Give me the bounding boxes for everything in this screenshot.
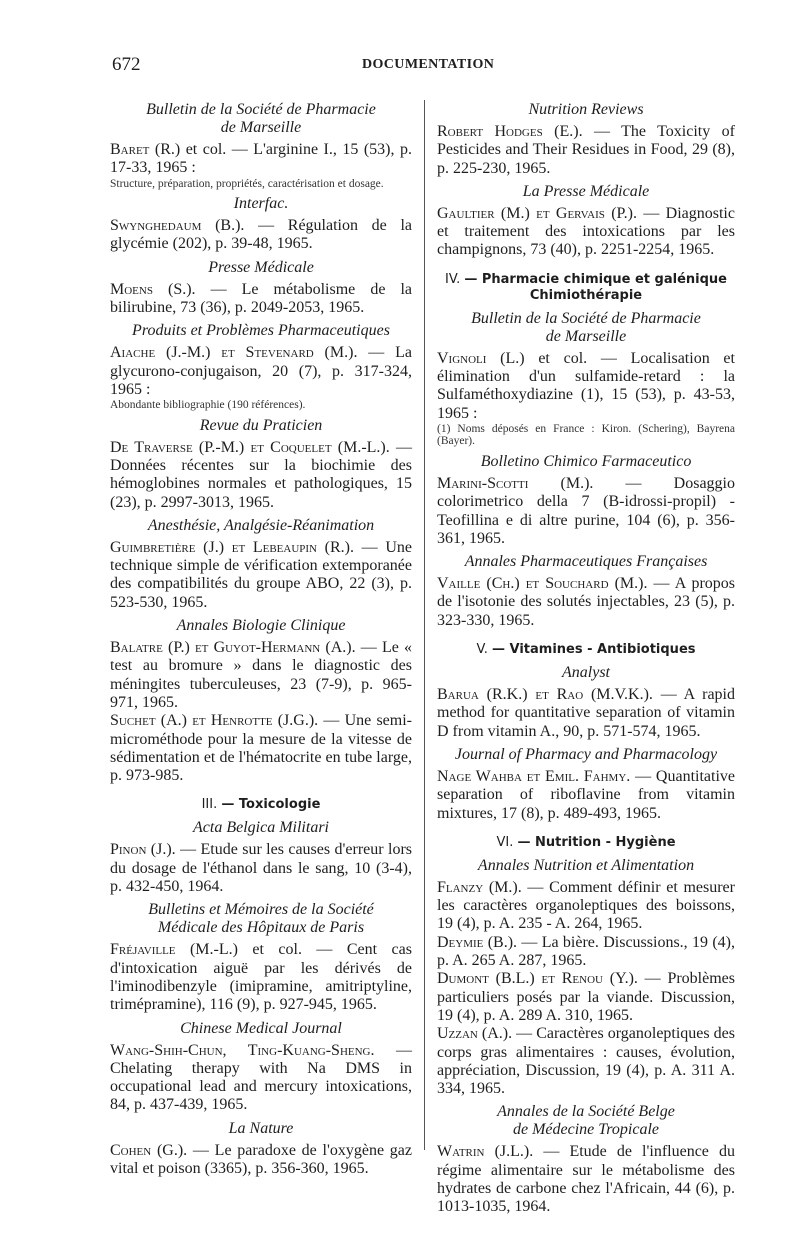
section-heading [437,272,735,304]
bibliography-entry [110,1142,412,1179]
section-heading [110,797,412,813]
journal-title: Bulletins et Mémoires de la Société Médicale des Hôpitaux de Paris [148,901,374,937]
entry-citation: — Etude de l'influence du régime alimentaire sur le métabolisme des hydrates de carbone chez l'Africain, 44 (6), p. 1013-1035, 1964. [437,1143,735,1216]
entry-citation: — Etude sur les causes d'erreur lors du dosage de l'éthanol dans le sang, 10 (3-4), p. 432-450, 1964. [110,841,412,896]
entry-citation: — Régulation de la glycémie (202), p. 39-48, 1965. [110,217,413,253]
entry-authors: Wang-Shih-Chun, Ting-Kuang-Sheng. [110,1041,375,1059]
entry-authors: Cohen (G.). [110,1141,188,1159]
bibliography-entry [110,281,412,318]
section-number: VI. [496,834,518,850]
journal-title: Chinese Medical Journal [180,1019,342,1037]
journal-title: Produits et Problèmes Pharmaceutiques [132,322,390,340]
section-title: — Toxicologie [221,797,321,813]
entry-citation: et col. — Localisation et élimination d'un sulfamide-retard : la Sulfaméthoxydiazine (1), 15 (53), p. 43-53, 1965 : [437,349,735,422]
right-column [437,96,735,1217]
section-title: — Vitamines - Antibiotiques [491,642,696,658]
entry-authors: Vaille (Ch.) et Souchard (M.). [437,575,648,593]
bibliography-entry [110,439,412,512]
entry-authors: Deymie (B.). [437,933,518,951]
bibliography-entry [437,879,735,934]
entry-citation: — Le « test au bromure » dans le diagnostic des méningites tuberculeuses, 23 (7-9), p. 965-971, 1965. [110,639,412,711]
entry-authors: De Traverse (P.-M.) et Coquelet (M.-L.). [110,438,390,456]
entry-citation: — Problèmes particuliers posés par la viande. Discussion, 19 (4), p. A. 289 A. 310, 1965. [437,970,735,1024]
entry-authors: Baret (R.) [110,141,181,158]
entry-citation: et col. — L'arginine I., 15 (53), p. 17-33, 1965 : [110,141,412,177]
journal-title: La Nature [228,1119,294,1137]
journal-title: Anesthésie, Analgésie-Réanimation [147,516,375,534]
journal-title: Revue du Praticien [199,416,323,434]
entry-authors: Balatre (P.) et Guyot-Hermann (A.). [110,639,356,657]
entry-authors: Vignoli (L.) [437,349,525,367]
entry-authors: Dumont (B.L.) et Renou (Y.). [437,970,638,988]
section-heading [437,835,735,851]
bibliography-entry [110,141,412,178]
entry-authors: Pinon (J.). [110,841,176,859]
entry-citation: — Diagnostic et traitement des intoxications par les champignons, 73 (40), p. 2251-2254, 1965. [437,204,735,259]
bibliography-entry [437,970,735,1025]
section-number: V. [476,642,492,658]
journal-title: Annales Nutrition et Alimentation [477,856,695,874]
entry-citation: — Comment définir et mesurer les caractères organoleptiques des boissons, 19 (4), p. A. 235 - A. 264, 1965. [437,878,735,933]
entry-authors: Nage Wahba et Emil. Fahmy. [437,767,631,785]
entry-citation: — Une semi-microméthode pour la mesure de la vitesse de sédimentation et de l'hématocrite en tube large, p. 973-985. [110,712,412,785]
entry-authors: Watrin (J.L.). [437,1143,534,1161]
bibliography-entry [437,686,735,741]
page-number: 672 [112,54,141,75]
entry-authors: Robert Hodges (E.). [437,123,583,140]
bibliography-entry [110,841,412,896]
entry-citation: — La bière. Discussions., 19 (4), p. A. 265 A. 287, 1965. [437,933,735,970]
entry-note: Abondante bibliographie (190 références). [110,399,306,412]
running-header: DOCUMENTATION [362,57,495,72]
journal-title: Bolletino Chimico Farmaceutico [480,452,692,470]
bibliography-entry [110,217,412,254]
journal-title: Annales Biologie Clinique [176,617,346,635]
entry-citation: — Le paradoxe de l'oxygène gaz vital et poison (3365), p. 356-360, 1965. [110,1141,413,1177]
journal-title: Bulletin de la Société de Pharmacie de Marseille [146,101,376,136]
entry-citation: — A propos de l'isotonie des solutés injectables, 23 (5), p. 323-330, 1965. [437,575,735,629]
entry-authors: Marini-Scotti (M.). [437,474,594,492]
bibliography-entry [110,941,412,1014]
entry-citation: — A rapid method for quantitative separation of vitamin D from vitamin A., 90, p. 571-574, 1965. [437,686,736,740]
entry-note: (1) Noms déposés en France : Kiron. (Schering), Bayrena (Bayer). [437,422,735,448]
bibliography-entry [110,639,412,712]
bibliography-entry [437,934,735,971]
section-heading [437,642,735,658]
bibliography-entry [437,475,735,548]
journal-title: Analyst [562,664,610,682]
bibliography-entry [110,712,412,785]
bibliography-entry [437,575,735,630]
bibliography-entry [437,768,735,823]
entry-authors: Flanzy (M.). [437,878,522,896]
section-title: — Nutrition - Hygiène [517,834,676,850]
bibliography-entry [110,1042,412,1115]
bibliography-entry [437,123,735,178]
journal-title: Annales Pharmaceutiques Françaises [464,553,708,571]
bibliography-entry [437,350,735,423]
journal-title: Interfac. [233,195,289,213]
bibliography-entry [110,539,412,612]
section-number: III. [201,797,222,813]
entry-authors: Fréjaville (M.-L.) [110,941,238,959]
entry-note: Structure, préparation, propriétés, caractérisation et dosage. [110,177,384,190]
bibliography-entry [437,205,735,260]
entry-citation: et col. — Cent cas d'intoxication aiguë par les dérivés de l'iminodibenzyle (imipramine, amitriptyline, trimépramine), 116 (9), p. 927-945, 1965. [110,941,412,1014]
entry-authors: Swynghedaum (B.). [110,217,245,235]
entry-authors: Moens (S.). [110,280,196,298]
entry-citation: — Chelating therapy with Na DMS in occupational lead and mercury intoxications, 84, p. 437-439, 1965. [110,1041,413,1114]
entry-authors: Aiache (J.-M.) et Stevenard (M.). [110,344,358,362]
entry-citation: — Quantitative separation of riboflavine from vitamin mixtures, 17 (8), p. 489-493, 1965. [437,767,735,822]
journal-title: La Presse Médicale [522,182,650,200]
entry-citation: — Caractères organoleptiques des corps gras alimentaires : causes, évolution, appréciation, Discussion, 19 (4), p. A. 311 A. 334, 1965. [437,1025,735,1098]
entry-authors: Gaultier (M.) et Gervais (P.). [437,204,637,222]
journal-title: Presse Médicale [208,258,314,276]
journal-title: Journal of Pharmacy and Pharmacology [454,745,718,763]
bibliography-entry [110,344,412,399]
entry-citation: — Le métabolisme de la bilirubine, 73 (36), p. 2049-2053, 1965. [110,280,412,316]
column-divider [424,100,425,1150]
journal-title: Acta Belgica Militari [193,819,329,837]
section-number: IV. [445,271,465,287]
left-column [110,96,412,1178]
entry-citation: — Données récentes sur la biochimie des hémoglobines normales et pathologiques, 15 (23), p. 2997-3013, 1965. [110,438,412,511]
entry-authors: Uzzan (A.). [437,1025,513,1043]
bibliography-entry [437,1143,735,1216]
entry-authors: Guimbretière (J.) et Lebeaupin (R.). [110,538,354,556]
entry-citation: — La glycurono-conjugaison, 20 (7), p. 317-324, 1965 : [110,344,413,398]
bibliography-entry [437,1025,735,1098]
journal-title: Annales de la Société Belge de Médecine Tropicale [497,1103,675,1139]
entry-citation: — Une technique simple de vérification extemporanée des compatibilités du groupe ABO, 22 (3), p. 523-530, 1965. [110,538,412,611]
journal-title: Bulletin de la Société de Pharmacie de Marseille [471,309,701,345]
journal-title: Nutrition Reviews [528,101,644,118]
entry-authors: Suchet (A.) et Henrotte (J.G.). [110,712,319,730]
entry-authors: Barua (R.K.) et Rao (M.V.K.). [437,686,653,704]
section-title: — Pharmacie chimique et galénique Chimiothérapie [464,271,727,303]
entry-citation: — Dosaggio colorimetrico della 7 (B-idrossi-propil) - Teofillina e di altre purine, 104 (6), p. 356-361, 1965. [437,474,735,547]
entry-citation: — The Toxicity of Pesticides and Their Residues in Food, 29 (8), p. 225-230, 1965. [437,123,735,177]
